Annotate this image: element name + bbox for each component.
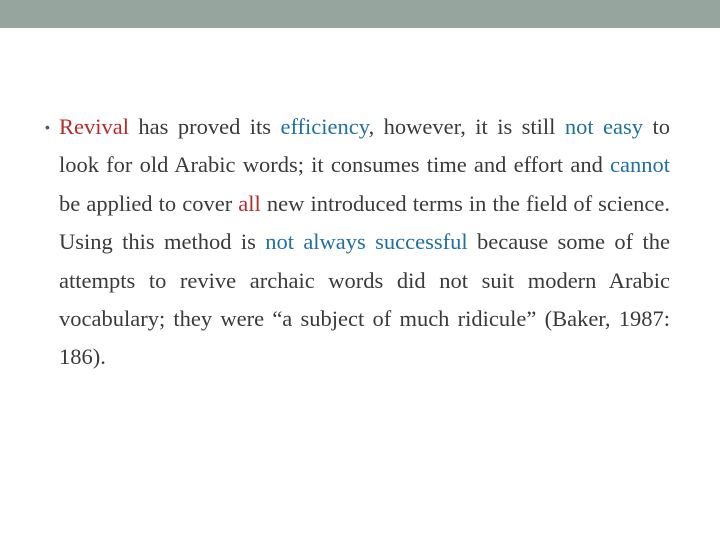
top-bar — [0, 0, 720, 28]
slide-body — [45, 108, 670, 377]
segment-text: be applied to cover — [59, 190, 239, 216]
segment-text: because some of the attempts to revive archaic words did not suit modern Arabic vocabulary; they were “a subject of much ridicule” (Baker, 1987: 186). — [59, 229, 670, 370]
segment-text: , however, it is still — [368, 114, 565, 139]
segment-not-easy: not easy — [564, 114, 644, 139]
segment-text: has proved its — [128, 114, 281, 139]
segment-revival: Revival — [59, 114, 129, 139]
segment-text: new introduced terms in the field of science. Using this method is — [59, 190, 670, 255]
bullet-paragraph — [59, 108, 670, 377]
segment-efficiency: efficiency — [280, 114, 369, 139]
segment-cannot: cannot — [610, 152, 670, 178]
segment-all: all — [238, 190, 261, 216]
bullet-marker: • — [45, 119, 50, 135]
segment-not-always-successful: not always successful — [265, 229, 468, 255]
segment-text: to look for old Arabic words; it consumes time and effort and — [59, 114, 670, 178]
